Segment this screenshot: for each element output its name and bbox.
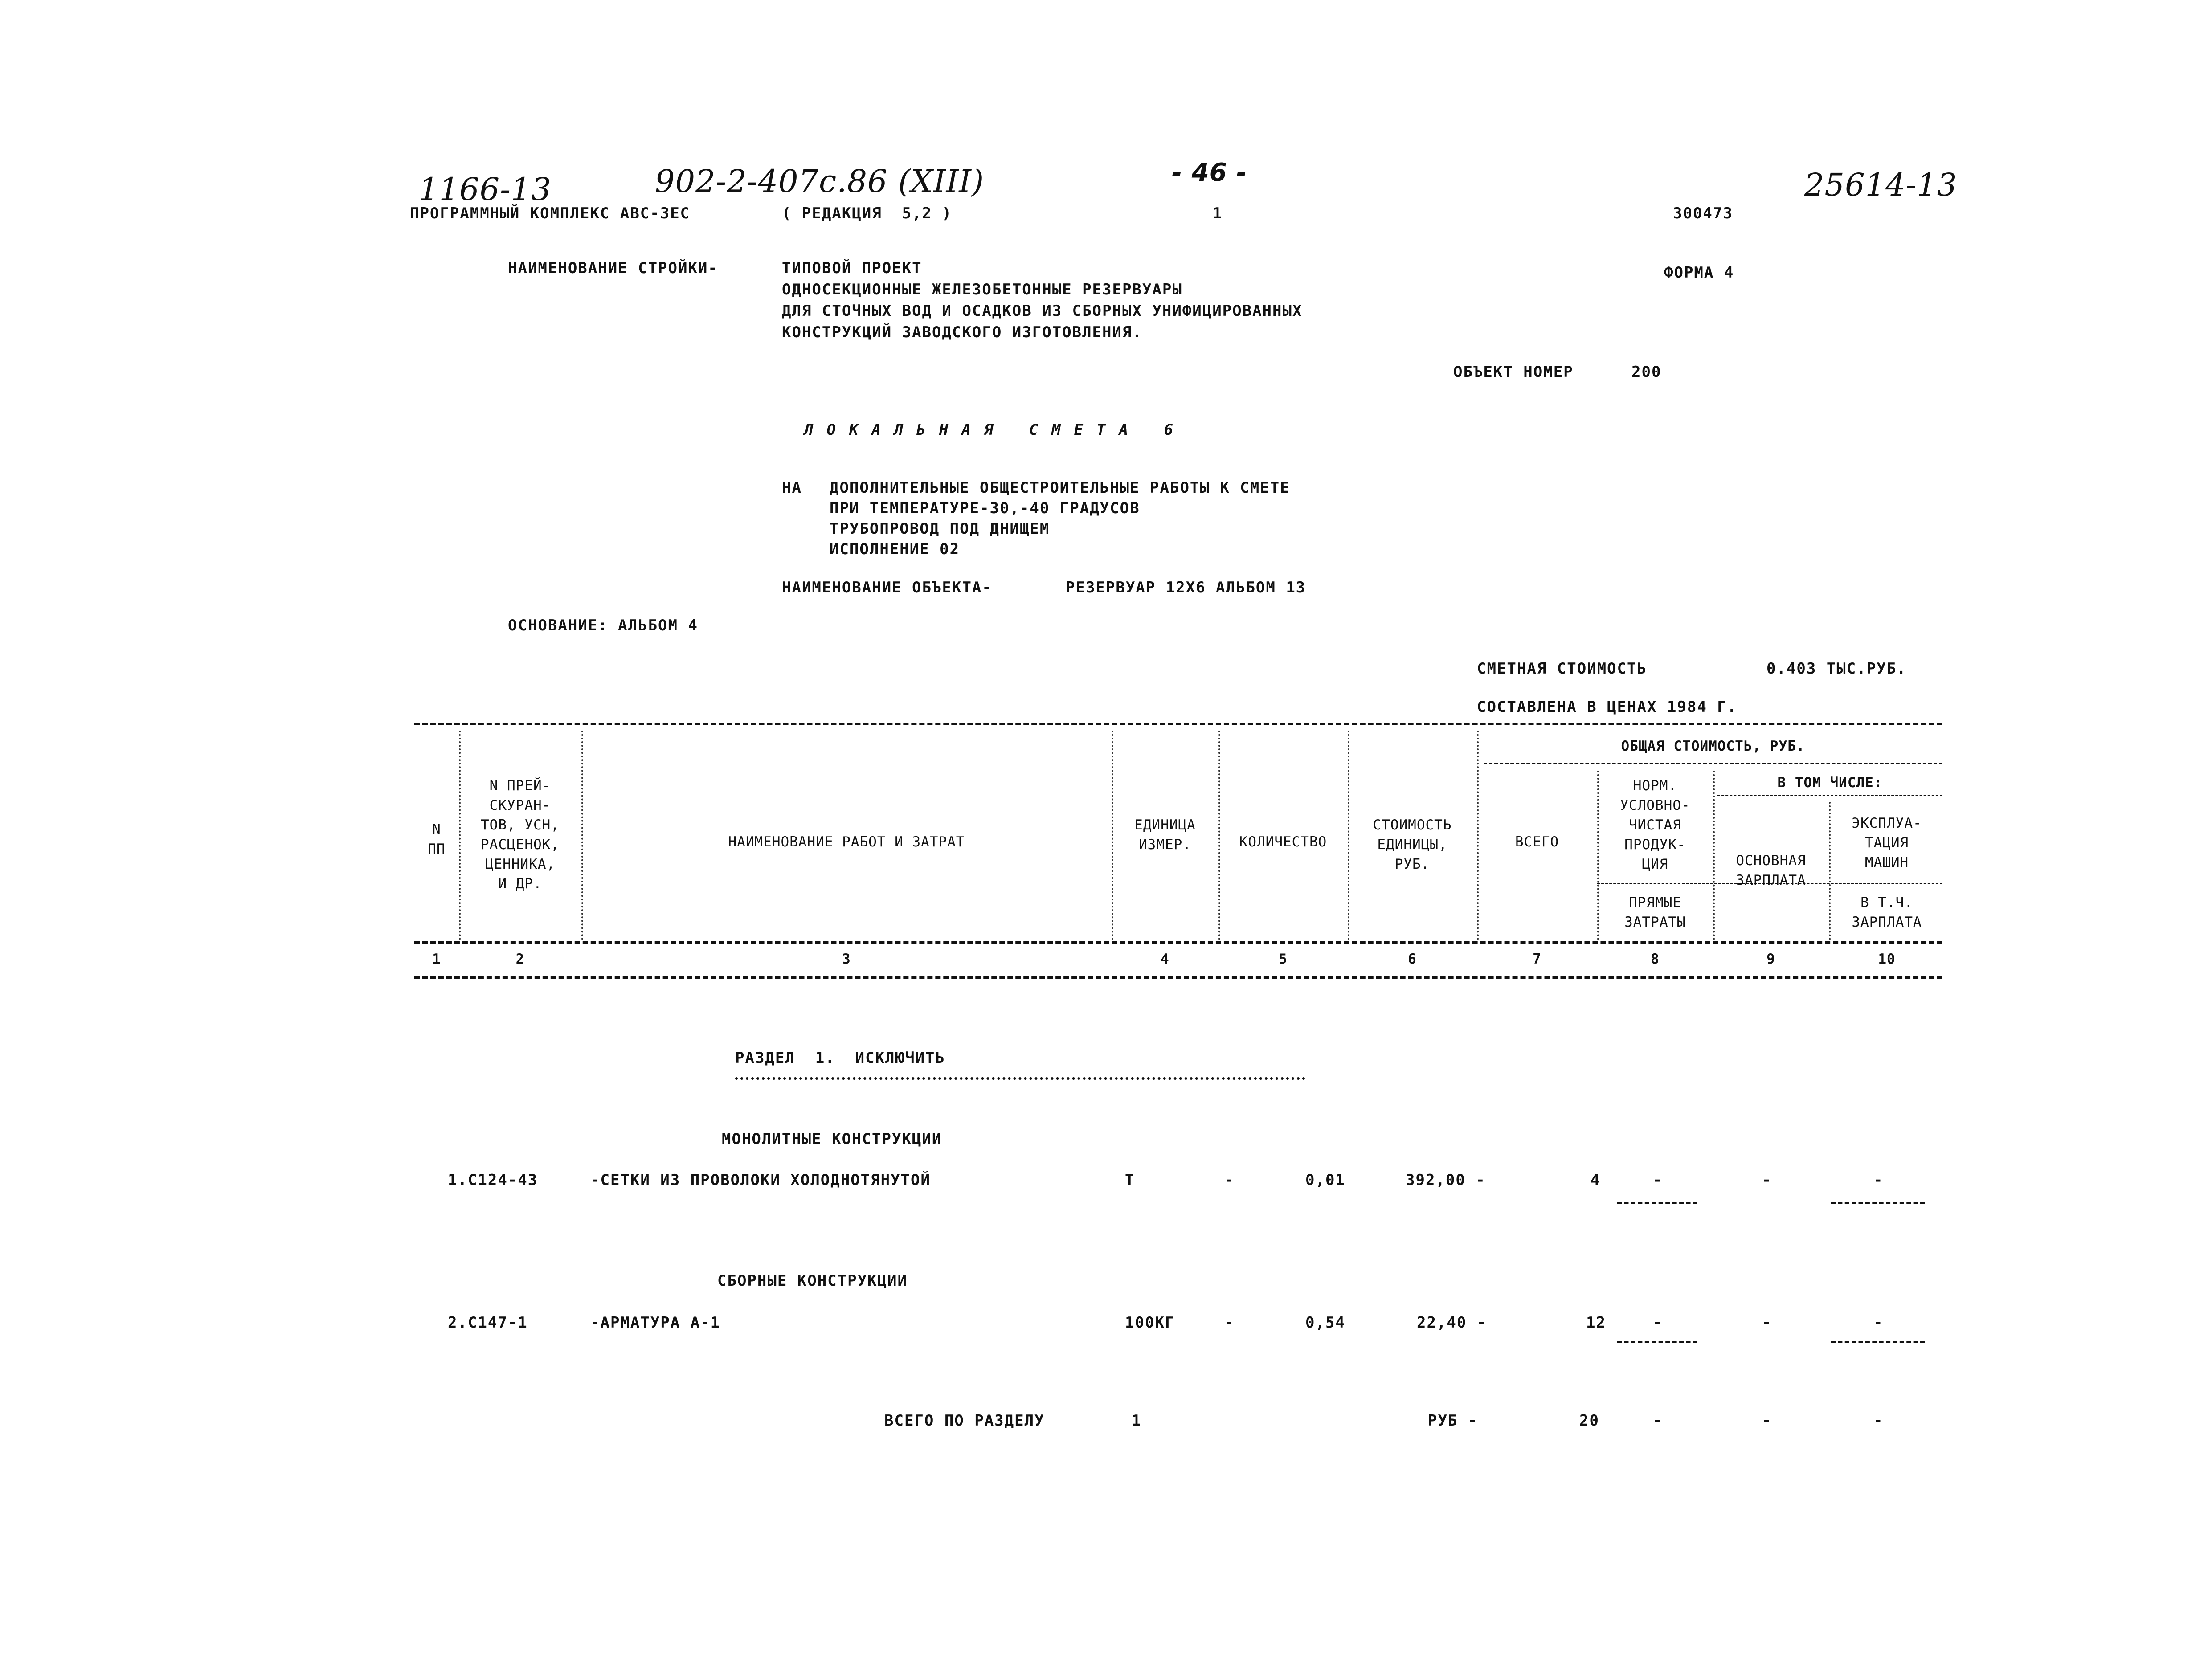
- row-1-unit-sign: -: [1224, 1171, 1235, 1189]
- row-1-unit: Т: [1125, 1171, 1135, 1189]
- col-sep: [1829, 802, 1831, 940]
- col1-header: N ПП: [428, 821, 446, 857]
- row-2-name: -АРМАТУРА А-1: [590, 1314, 721, 1332]
- group-title-precast: СБОРНЫЕ КОНСТРУКЦИИ: [717, 1272, 908, 1290]
- section-title: РАЗДЕЛ 1. ИСКЛЮЧИТЬ: [735, 1049, 945, 1067]
- object-name-label: НАИМЕНОВАНИЕ ОБЪЕКТА-: [782, 579, 992, 596]
- row-1-col8: -: [1653, 1171, 1663, 1189]
- section-total-number: 1: [1132, 1412, 1142, 1430]
- row-2-subtotal-rule: [1617, 1341, 1697, 1343]
- doc-code: 300473: [1673, 204, 1733, 222]
- row-2-quantity: 0,54: [1305, 1314, 1345, 1332]
- col4-header: ЕДИНИЦА ИЗМЕР.: [1134, 817, 1196, 853]
- section-total-col10: -: [1873, 1412, 1884, 1430]
- row-1-name: -СЕТКИ ИЗ ПРОВОЛОКИ ХОЛОДНОТЯНУТОЙ: [590, 1171, 931, 1189]
- row-1-col9: -: [1762, 1171, 1772, 1189]
- col-number-3: 3: [842, 951, 851, 967]
- row-1-total: 4: [1591, 1171, 1601, 1189]
- sheet-number: 1: [1213, 204, 1223, 222]
- building-label: НАИМЕНОВАНИЕ СТРОЙКИ-: [508, 259, 718, 277]
- col-number-10: 10: [1878, 951, 1896, 967]
- col2-header: N ПРЕЙ- СКУРАН- ТОВ, УСН, РАСЦЕНОК, ЦЕННИКА, И ДР.: [481, 778, 560, 892]
- purpose-line-4: ИСПОЛНЕНИЕ 02: [830, 540, 960, 558]
- purpose-prefix: НА: [782, 479, 802, 497]
- col10-header: ЭКСПЛУА- ТАЦИЯ МАШИН: [1852, 815, 1922, 870]
- col7-header: ВСЕГО: [1515, 834, 1559, 850]
- handwritten-project-code: 902-2-407с.86 (XIII): [655, 163, 985, 200]
- col-number-9: 9: [1766, 951, 1775, 967]
- object-name-value: РЕЗЕРВУАР 12Х6 АЛЬБОМ 13: [1066, 579, 1306, 596]
- col-number-2: 2: [515, 951, 525, 967]
- col-sep: [581, 731, 583, 940]
- handwritten-inventory-code: 25614-13: [1804, 167, 1958, 203]
- col-sep: [1477, 731, 1479, 940]
- col-sep: [459, 731, 461, 940]
- building-line-1: ТИПОВОЙ ПРОЕКТ: [782, 259, 922, 277]
- row-2-unit-sign: -: [1224, 1314, 1235, 1332]
- row-1-quantity: 0,01: [1305, 1171, 1345, 1189]
- total-group-rule: [1484, 763, 1942, 764]
- col9-header: ОСНОВНАЯ ЗАРПЛАТА: [1736, 853, 1806, 888]
- purpose-line-3: ТРУБОПРОВОД ПОД ДНИЩЕМ: [830, 520, 1050, 538]
- col8b-header: ПРЯМЫЕ ЗАТРАТЫ: [1624, 895, 1686, 930]
- col3-header: НАИМЕНОВАНИЕ РАБОТ И ЗАТРАТ: [728, 834, 965, 850]
- building-line-3: ДЛЯ СТОЧНЫХ ВОД И ОСАДКОВ ИЗ СБОРНЫХ УНИФИЦИРОВАННЫХ: [782, 302, 1303, 320]
- col10b-header: В Т.Ч. ЗАРПЛАТА: [1852, 895, 1922, 930]
- col5-header: КОЛИЧЕСТВО: [1239, 834, 1327, 850]
- incl-group-rule: [1717, 795, 1942, 796]
- section-total-unit: РУБ -: [1428, 1412, 1478, 1430]
- estimated-cost-label: СМЕТНАЯ СТОИМОСТЬ: [1477, 660, 1647, 678]
- program-edition: ( РЕДАКЦИЯ 5,2 ): [782, 204, 952, 222]
- row-2-code: 2.С147-1: [448, 1314, 528, 1332]
- price-level: СОСТАВЛЕНА В ЦЕНАХ 1984 Г.: [1477, 698, 1738, 716]
- col-sep: [1218, 731, 1220, 940]
- numbers-bottom-rule: [414, 976, 1942, 979]
- group-title-monolithic: МОНОЛИТНЫЕ КОНСТРУКЦИИ: [722, 1130, 942, 1148]
- row-1-subtotal-rule: [1831, 1202, 1925, 1204]
- col-sep: [1112, 731, 1113, 940]
- col-sep: [1597, 771, 1599, 940]
- including-group-header: В ТОМ ЧИСЛЕ:: [1777, 775, 1883, 791]
- col-number-8: 8: [1651, 951, 1660, 967]
- row-2-col10: -: [1873, 1314, 1884, 1332]
- col-number-6: 6: [1408, 951, 1417, 967]
- object-number-label: ОБЪЕКТ НОМЕР: [1453, 363, 1574, 381]
- col-sep: [1348, 731, 1349, 940]
- program-name: ПРОГРАММНЫЙ КОМПЛЕКС АВС-ЗЕС: [410, 204, 691, 222]
- section-total-col9: -: [1762, 1412, 1772, 1430]
- col8-header: НОРМ. УСЛОВНО- ЧИСТАЯ ПРОДУК- ЦИЯ: [1620, 778, 1690, 872]
- purpose-line-1: ДОПОЛНИТЕЛЬНЫЕ ОБЩЕСТРОИТЕЛЬНЫЕ РАБОТЫ К СМЕТЕ: [830, 479, 1290, 497]
- object-number-value: 200: [1631, 363, 1662, 381]
- total-cost-group-header: ОБЩАЯ СТОИМОСТЬ, РУБ.: [1621, 738, 1805, 754]
- row-1-subtotal-rule: [1617, 1202, 1697, 1204]
- purpose-line-2: ПРИ ТЕМПЕРАТУРЕ-30,-40 ГРАДУСОВ: [830, 499, 1140, 517]
- section-total-value: 20: [1579, 1412, 1599, 1430]
- basis: ОСНОВАНИЕ: АЛЬБОМ 4: [508, 617, 698, 634]
- col6-header: СТОИМОСТЬ ЕДИНИЦЫ, РУБ.: [1373, 817, 1452, 872]
- form-number: ФОРМА 4: [1664, 264, 1734, 282]
- row-2-unit: 100КГ: [1125, 1314, 1175, 1332]
- col-sep: [1713, 771, 1715, 940]
- col-number-1: 1: [432, 951, 441, 967]
- estimated-cost-value: 0.403 ТЫС.РУБ.: [1766, 660, 1907, 678]
- table-top-rule: [414, 723, 1942, 725]
- row-2-total: 12: [1586, 1314, 1606, 1332]
- row-2-subtotal-rule: [1831, 1341, 1925, 1343]
- row-1-col10: -: [1873, 1171, 1884, 1189]
- building-line-4: КОНСТРУКЦИЙ ЗАВОДСКОГО ИЗГОТОВЛЕНИЯ.: [782, 323, 1142, 341]
- handwritten-doc-code: 1166-13: [419, 171, 552, 208]
- col-number-5: 5: [1279, 951, 1288, 967]
- estimate-title: ЛОКАЛЬНАЯ СМЕТА 6: [804, 421, 1186, 439]
- row-2-unit-cost: 22,40 -: [1417, 1314, 1487, 1332]
- row-2-col9: -: [1762, 1314, 1772, 1332]
- page-number: - 46 -: [1172, 158, 1247, 187]
- section-title-underline: [735, 1077, 1305, 1080]
- header-bottom-rule: [414, 941, 1942, 944]
- col-number-4: 4: [1161, 951, 1169, 967]
- col-number-7: 7: [1533, 951, 1541, 967]
- building-line-2: ОДНОСЕКЦИОННЫЕ ЖЕЛЕЗОБЕТОННЫЕ РЕЗЕРВУАРЫ: [782, 281, 1182, 298]
- section-total-label: ВСЕГО ПО РАЗДЕЛУ: [884, 1412, 1045, 1430]
- row-1-unit-cost: 392,00 -: [1406, 1171, 1486, 1189]
- row-1-code: 1.С124-43: [448, 1171, 538, 1189]
- row-2-col8: -: [1653, 1314, 1663, 1332]
- section-total-col8: -: [1653, 1412, 1663, 1430]
